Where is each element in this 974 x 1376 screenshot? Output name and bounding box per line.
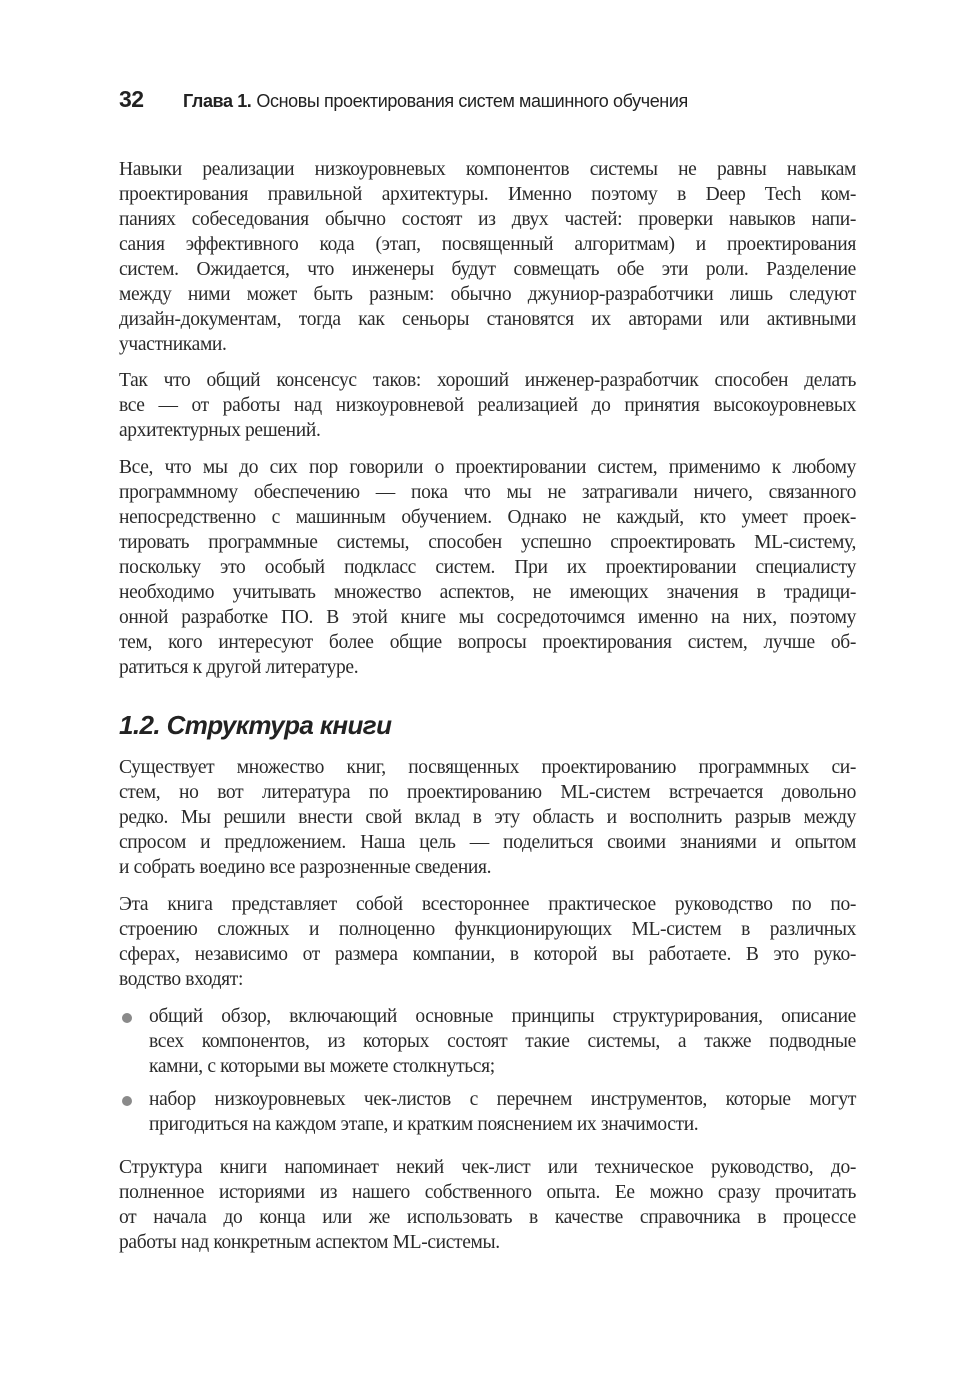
- paragraph-2: [119, 368, 856, 443]
- text-line: камни, с которыми вы можете столкнуться;: [149, 1056, 495, 1077]
- text-line: непосредственно с машинным обучением. Однако не каждый, кто умеет проек-: [119, 507, 856, 528]
- text-line: тировать программные системы, способен успешно спроектировать ML-систему,: [119, 532, 856, 553]
- text-line: полненное историями из нашего собственного опыта. Ее можно сразу прочитать: [119, 1182, 856, 1203]
- text-line: строению сложных и полноценно функционирующих ML-систем в различных: [119, 919, 856, 940]
- text-line: систем. Ожидается, что инженеры будут совмещать обе эти роли. Разделение: [119, 259, 856, 280]
- chapter-label: Глава 1.: [183, 91, 252, 111]
- text-line: Существует множество книг, посвященных проектированию программных си-: [119, 757, 856, 778]
- text-line: водство входят:: [119, 969, 244, 990]
- running-header: [119, 86, 688, 120]
- text-line: проектирования правильной архитектуры. Именно поэтому в Deep Tech ком-: [119, 184, 856, 205]
- text-line: Навыки реализации низкоуровневых компонентов системы не равны навыкам: [119, 159, 856, 180]
- text-line: набор низкоуровневых чек-листов с перечнем инструментов, которые могут: [149, 1089, 856, 1110]
- paragraph-6: [119, 1155, 856, 1255]
- page-number: 32: [119, 86, 144, 112]
- bullet-icon: [122, 1013, 132, 1023]
- text-line: Структура книги напоминает некий чек-лист или техническое руководство, до-: [119, 1157, 856, 1178]
- text-line: Эта книга представляет собой всестороннее практическое руководство по по-: [119, 894, 856, 915]
- text-line: и собрать воедино все разрозненные сведения.: [119, 857, 492, 878]
- text-line: архитектурных решений.: [119, 420, 321, 441]
- text-line: редко. Мы решили внести свой вклад в эту область и восполнить разрыв между: [119, 807, 856, 828]
- paragraph-4: [119, 755, 856, 880]
- text-line: паниях собеседования обычно состоят из двух частей: проверки навыков напи-: [119, 209, 856, 230]
- paragraph-3: [119, 455, 856, 680]
- text-line: программному обеспечению — пока что мы не затрагивали ничего, связанного: [119, 482, 856, 503]
- paragraph-5: [119, 892, 856, 992]
- text-line: пригодиться на каждом этапе, и кратким пояснением их значимости.: [149, 1114, 699, 1135]
- paragraph-1: [119, 157, 856, 357]
- text-line: всех компонентов, из которых состоят такие системы, а также подводные: [149, 1031, 856, 1052]
- text-line: сания эффективного кода (этап, посвященный алгоритмам) и проектирования: [119, 234, 856, 255]
- text-line: от начала до конца или же использовать в качестве справочника в процессе: [119, 1207, 856, 1228]
- section-heading: 1.2. Структура книги: [119, 710, 392, 740]
- text-line: стем, но вот литература по проектированию ML-систем встречается довольно: [119, 782, 856, 803]
- text-line: спросом и предложением. Наша цель — поделиться своими знаниями и опытом: [119, 832, 856, 853]
- text-line: поскольку это особый подкласс систем. При их проектировании специалисту: [119, 557, 856, 578]
- text-line: Так что общий консенсус таков: хороший инженер-разработчик способен делать: [119, 370, 856, 391]
- text-line: между ними может быть разным: обычно джуниор-разработчики лишь следуют: [119, 284, 856, 305]
- bullet-icon: [122, 1096, 132, 1106]
- text-line: ратиться к другой литературе.: [119, 657, 359, 678]
- text-line: участниками.: [119, 334, 227, 355]
- text-line: общий обзор, включающий основные принципы структурирования, описание: [149, 1006, 856, 1027]
- text-line: дизайн-документам, тогда как сеньоры становятся их авторами или активными: [119, 309, 856, 330]
- text-line: работы над конкретным аспектом ML-системы.: [119, 1232, 500, 1253]
- text-line: все — от работы над низкоуровневой реализацией до принятия высокоуровневых: [119, 395, 856, 416]
- text-line: тем, кого интересуют более общие вопросы проектирования систем, лучше об-: [119, 632, 856, 653]
- text-line: Все, что мы до сих пор говорили о проектировании систем, применимо к любому: [119, 457, 856, 478]
- text-line: необходимо учитывать множество аспектов, не имеющих значения в традици-: [119, 582, 856, 603]
- text-line: сферах, независимо от размера компании, в которой вы работаете. В это руко-: [119, 944, 856, 965]
- chapter-title: Основы проектирования систем машинного обучения: [256, 91, 688, 111]
- text-line: онной разработке ПО. В этой книге мы сосредоточимся именно на них, поэтому: [119, 607, 856, 628]
